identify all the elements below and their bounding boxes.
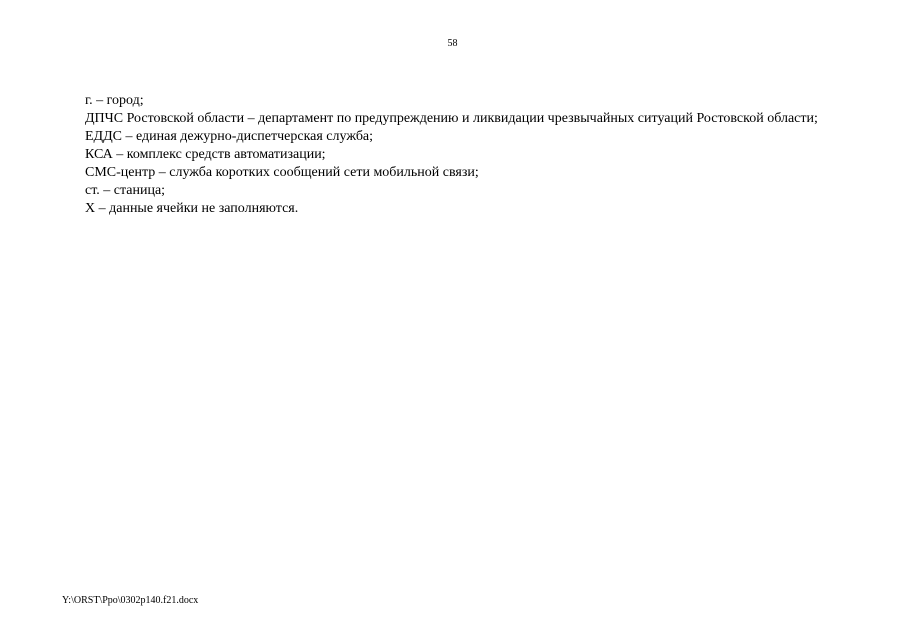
abbreviation-item-st: ст. – станица; (85, 183, 166, 198)
footer-file-path: Y:\ORST\Ppo\0302p140.f21.docx (62, 595, 199, 606)
page-number: 58 (447, 38, 458, 49)
abbreviation-item-edds: ЕДДС – единая дежурно-диспетчерская служба; (85, 129, 374, 144)
abbreviation-item-ksa: КСА – комплекс средств автоматизации; (85, 147, 326, 162)
abbreviation-item-sms-center: СМС-центр – служба коротких сообщений сети мобильной связи; (85, 165, 479, 180)
abbreviation-item-dpchs: ДПЧС Ростовской области – департамент по предупреждению и ликвидации чрезвычайных ситуаций Ростовской области; (85, 111, 818, 126)
abbreviation-item-g: г. – город; (85, 93, 144, 108)
abbreviation-list (62, 92, 844, 218)
abbreviation-item-x: Х – данные ячейки не заполняются. (85, 201, 299, 216)
